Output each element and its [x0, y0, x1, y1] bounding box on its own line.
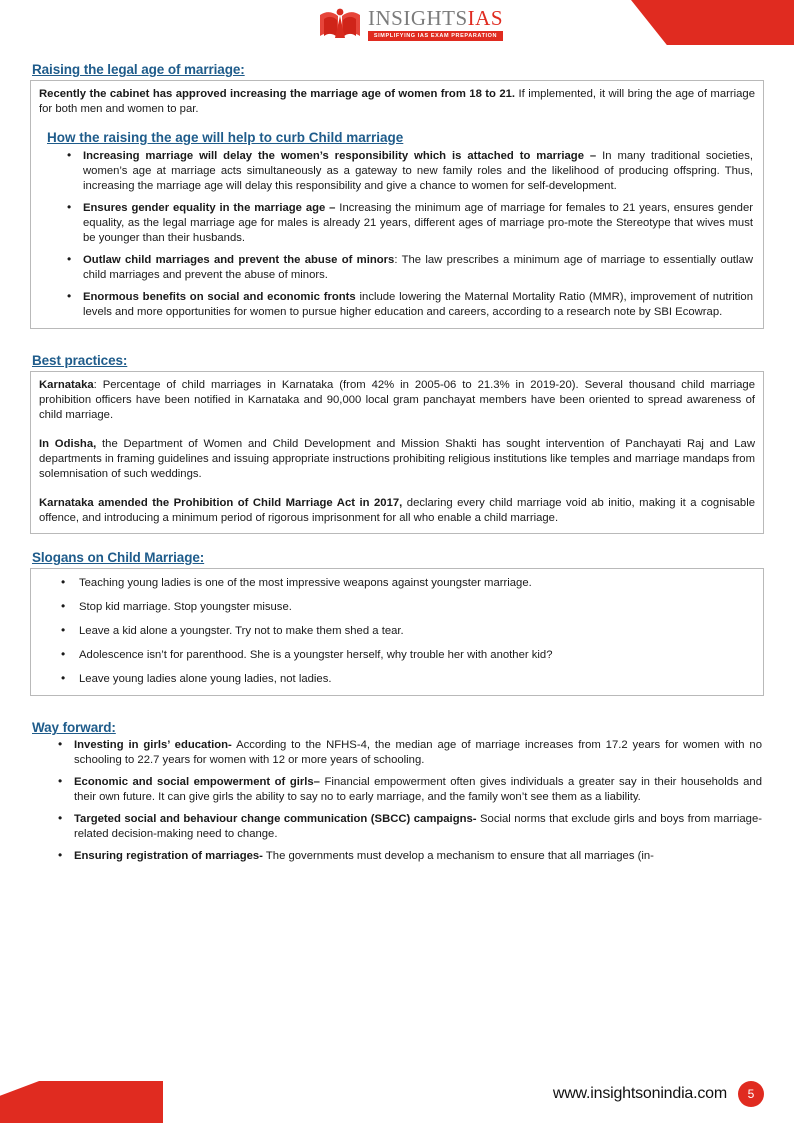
best-practice-paragraph: Karnataka: Percentage of child marriages in Karnataka (from 42% in 2005-06 to 21.3% in 2019-20). Several thousand child marriage prohibition officers have been notified in Karnataka and 90,000 local gram panchayat members have been oriented to spread awareness of child marriage.: [39, 379, 755, 422]
list-item: • Leave a kid alone a youngster. Try not to make them shed a tear.: [79, 624, 755, 639]
list-item: • Outlaw child marriages and prevent the abuse of minors: The law prescribes a minimum age of marriage to essentially outlaw child marriages and prevent the abuse of minors.: [83, 253, 753, 283]
spacer: [30, 534, 764, 550]
footer-red-banner-shape: [0, 1081, 163, 1123]
heading-slogans-on-child-marriage: Slogans on Child Marriage:: [32, 550, 205, 566]
insightsias-logo: [318, 6, 503, 42]
best-practices-box: [30, 371, 764, 534]
heading-best-practices: Best practices:: [32, 353, 128, 369]
best-practice-paragraph: In Odisha, the Department of Women and Child Development and Mission Shakti has sought intervention of Panchayati Raj and Law departments in framing guidelines and issuing appropriate instructions prohibiting religious institutions like temples and marriage mandaps from solemnisation of such weddings.: [39, 438, 756, 481]
list-item: • Leave young ladies alone young ladies, not ladies.: [79, 672, 755, 687]
heading-way-forward: Way forward:: [32, 720, 116, 736]
logo-wordmark: [368, 5, 504, 30]
spacer: [30, 696, 764, 720]
list-item: • Enormous benefits on social and economic fronts include lowering the Maternal Mortality Ratio (MMR), improvement of nutrition levels and more opportunities for women to pursue higher education and careers, according to a research note by SBI Ecowrap.: [83, 290, 753, 320]
list-item: • Ensures gender equality in the marriage age – Increasing the minimum age of marriage for females to 21 years, ensures gender equality, as the legal marriage age for males is already 21 years, different ages of marriage pro-mote the Stereotype that wives must be younger than their husbands.: [83, 201, 753, 246]
footer-right-group: [553, 1081, 764, 1107]
page-header: [0, 0, 794, 62]
raising-age-benefits-list: [39, 149, 755, 320]
logo-text-block: [368, 5, 504, 41]
spacer: [39, 117, 755, 126]
page-number-badge: 5: [738, 1081, 764, 1107]
page-footer: [0, 1060, 794, 1123]
raising-intro-paragraph: Recently the cabinet has approved increasing the marriage age of women from 18 to 21. If implemented, it will bring the age of marriage for both men and women to par.: [39, 88, 755, 116]
document-content: [0, 62, 794, 865]
best-practice-paragraph: Karnataka amended the Prohibition of Child Marriage Act in 2017, declaring every child marriage void ab initio, making it a cognisable offence, and introducing a minimum period of rigorous imprisonment for all who enable a child marriage.: [39, 497, 755, 525]
raising-legal-age-box: [30, 80, 764, 329]
list-item: • Increasing marriage will delay the women’s responsibility which is attached to marriage – In many traditional societies, women’s age at marriage acts simultaneously as a gateway to new family roles and the likelihood of producing offspring. Thus, increasing the marriage age will delay this responsibility and give a chance to women for self-development.: [83, 149, 753, 194]
heading-how-raising-age-helps: How the raising the age will help to curb Child marriage: [47, 130, 404, 146]
list-item: • Economic and social empowerment of girls– Financial empowerment often gives individuals a greater say in their households and their own future. It can give girls the ability to say no to early marriage, and the family won’t see them as a liability.: [74, 775, 762, 805]
list-item: • Targeted social and behaviour change communication (SBCC) campaigns- Social norms that exclude girls and boys from marriage-related decision-making need to change.: [74, 812, 762, 842]
logo-tagline: SIMPLIFYING IAS EXAM PREPARATION: [368, 31, 503, 41]
open-book-with-person-logo-icon: [318, 6, 362, 42]
logo-word-insights: INSIGHTS: [368, 5, 468, 30]
footer-website-url[interactable]: www.insightsonindia.com: [552, 1085, 727, 1102]
spacer: [30, 329, 764, 353]
list-item: • Stop kid marriage. Stop youngster misuse.: [79, 600, 755, 615]
list-item: • Teaching young ladies is one of the most impressive weapons against youngster marriage.: [79, 576, 755, 591]
list-item: • Adolescence isn’t for parenthood. She is a youngster herself, why trouble her with another kid?: [79, 648, 755, 663]
way-forward-list: [30, 738, 764, 864]
list-item: • Ensuring registration of marriages- The governments must develop a mechanism to ensure that all marriages (in-: [74, 849, 762, 864]
header-red-banner-shape: [631, 0, 794, 45]
slogans-list: [31, 576, 757, 687]
slogans-box: [30, 568, 764, 696]
list-item: • Investing in girls’ education- According to the NFHS-4, the median age of marriage increases from 17.2 years for women with no schooling to 22.7 years for women with 12 or more years of schooling.: [74, 738, 762, 768]
logo-word-ias: IAS: [467, 5, 504, 30]
heading-raising-legal-age: Raising the legal age of marriage:: [32, 62, 245, 77]
